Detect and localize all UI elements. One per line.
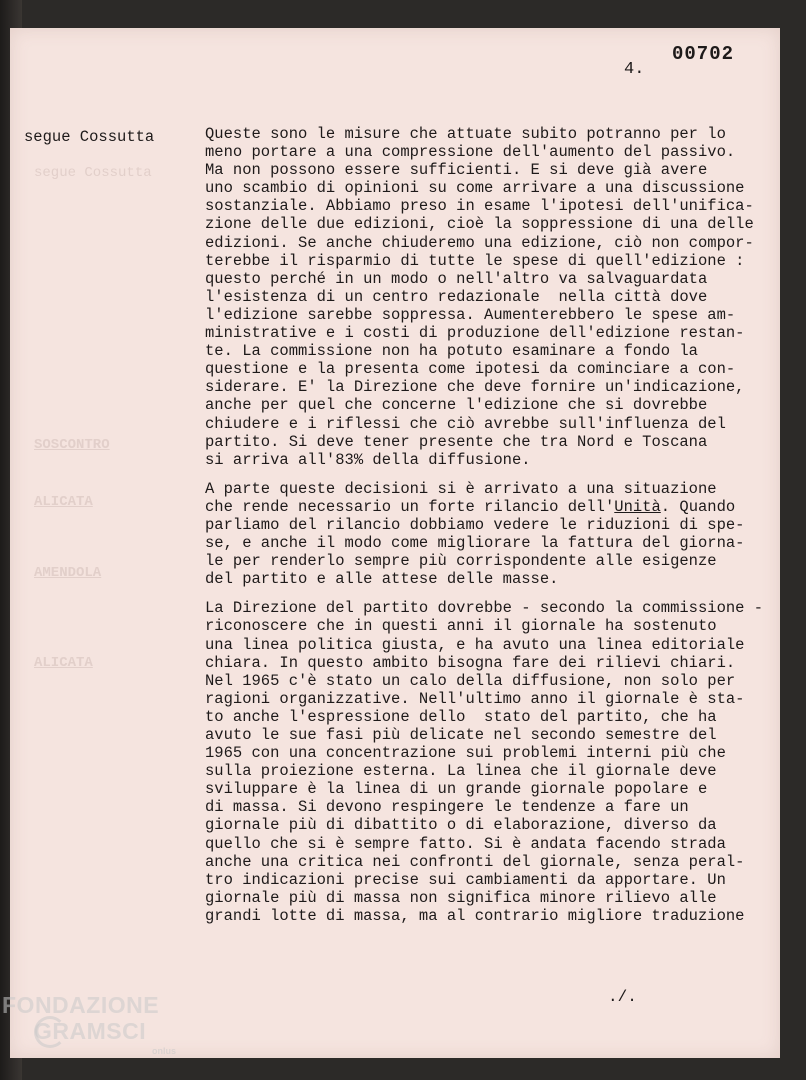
text-line: riconoscere che in questi anni il giornale ha sostenuto [205, 617, 717, 636]
continuation-mark: ./. [608, 988, 637, 1006]
watermark-line-2: GRAMSCI [34, 1018, 147, 1044]
text-line: Queste sono le misure che attuate subito potranno per lo [205, 125, 726, 143]
text-line: Ma non possono essere sufficienti. E si deve già avere [205, 161, 708, 180]
paragraph [205, 125, 771, 469]
text-line: partito. Si deve tener presente che tra Nord e Toscana [205, 432, 708, 451]
text-line: zione delle due edizioni, cioè la soppressione di una delle [205, 215, 754, 234]
text-line: ragioni organizzative. Nell'ultimo anno il giornale è sta- [205, 689, 745, 708]
paragraph [205, 599, 771, 925]
page-number: 4. [624, 60, 645, 79]
text-line: 1965 con una concentrazione sui problemi interni più che [205, 744, 726, 763]
underlined-word: Unità [614, 497, 661, 516]
text-line: to anche l'espressione dello stato del partito, che ha [205, 707, 717, 726]
text-line: avuto le sue fasi più delicate nel secondo semestre del [205, 726, 717, 744]
text-line: giornale più di dibattito o di elaborazione, diverso da [205, 816, 717, 835]
text-line: sostanziale. Abbiamo preso in esame l'ipotesi dell'unifica- [205, 197, 754, 216]
text-line: questione e la presenta come ipotesi da cominciare a con- [205, 360, 736, 379]
text-line: tro indicazioni precise sui cambiamenti da apportare. Un [205, 870, 726, 889]
text-line: che rende necessario un forte rilancio dell'Unità. Quando [205, 497, 736, 516]
bleed-through-speaker: segue Cossutta [34, 165, 152, 181]
document-body [205, 125, 771, 936]
text-line: chiudere e i riflessi che ciò avrebbe sull'influenza del [205, 414, 726, 433]
text-line: terebbe il risparmio di tutte le spese di quell'edizione : [205, 251, 745, 270]
bleed-through-mark: ALICATA [34, 494, 93, 510]
text-line: quello che si è sempre fatto. Si è andata facendo strada [205, 834, 726, 853]
text-line: te. La commissione non ha potuto esaminare a fondo la [205, 342, 698, 361]
paragraph [205, 480, 771, 589]
text-line: A parte queste decisioni si è arrivato a una situazione [205, 479, 717, 498]
text-line: uno scambio di opinioni su come arrivare a una discussione [205, 179, 745, 198]
text-line: chiara. In questo ambito bisogna fare dei rilievi chiari. [205, 653, 736, 672]
text-line: si arriva all'83% della diffusione. [205, 450, 531, 469]
text-line: le per renderlo sempre più corrispondente alle esigenze [205, 552, 717, 571]
archive-watermark [2, 992, 176, 1064]
text-line: giornale più di massa non significa minore rilievo alle [205, 888, 717, 907]
bleed-through-mark: ALICATA [34, 655, 93, 671]
text-line: edizioni. Se anche chiuderemo una edizione, ciò non compor- [205, 233, 754, 252]
text-line: La Direzione del partito dovrebbe - secondo la commissione - [205, 599, 764, 618]
bleed-through-mark: AMENDOLA [34, 565, 102, 581]
watermark-line-3: onlus [152, 1046, 176, 1056]
text-line: siderare. E' la Direzione che deve fornire un'indicazione, [205, 378, 745, 397]
text-line: Nel 1965 c'è stato un calo della diffusione, non solo per [205, 671, 736, 690]
text-line: ministrative e i costi di produzione dell'edizione restan- [205, 324, 745, 343]
text-line: anche per quel che concerne l'edizione che si dovrebbe [205, 396, 708, 415]
watermark-line-1: FONDAZIONE [2, 992, 160, 1018]
speaker-label: segue Cossutta [24, 128, 155, 146]
text-line: sviluppare è la linea di un grande giornale popolare e [205, 780, 708, 799]
document-number: 00702 [672, 43, 735, 65]
text-line: del partito e alle attese delle masse. [205, 570, 559, 589]
watermark-logo-icon [34, 1016, 66, 1048]
text-line: se, e anche il modo come migliorare la fattura del giorna- [205, 534, 745, 553]
text-line: grandi lotte di massa, ma al contrario migliore traduzione [205, 906, 745, 925]
text-line: una linea politica giusta, e ha avuto una linea editoriale [205, 635, 745, 654]
text-line: l'edizione sarebbe soppressa. Aumenterebbero le spese am- [205, 305, 736, 324]
text-line: sulla proiezione esterna. La linea che il giornale deve [205, 762, 717, 781]
text-line: meno portare a una compressione dell'aumento del passivo. [205, 143, 736, 162]
text-line: anche una critica nei confronti del giornale, senza peral- [205, 852, 745, 871]
text-line: questo perché in un modo o nell'altro va salvaguardata [205, 269, 708, 288]
text-line: di massa. Si devono respingere le tendenze a fare un [205, 798, 689, 817]
bleed-through-mark: SOSCONTRO [34, 437, 110, 453]
text-line: parliamo del rilancio dobbiamo vedere le riduzioni di spe- [205, 515, 745, 534]
text-line: l'esistenza di un centro redazionale nella città dove [205, 287, 708, 306]
